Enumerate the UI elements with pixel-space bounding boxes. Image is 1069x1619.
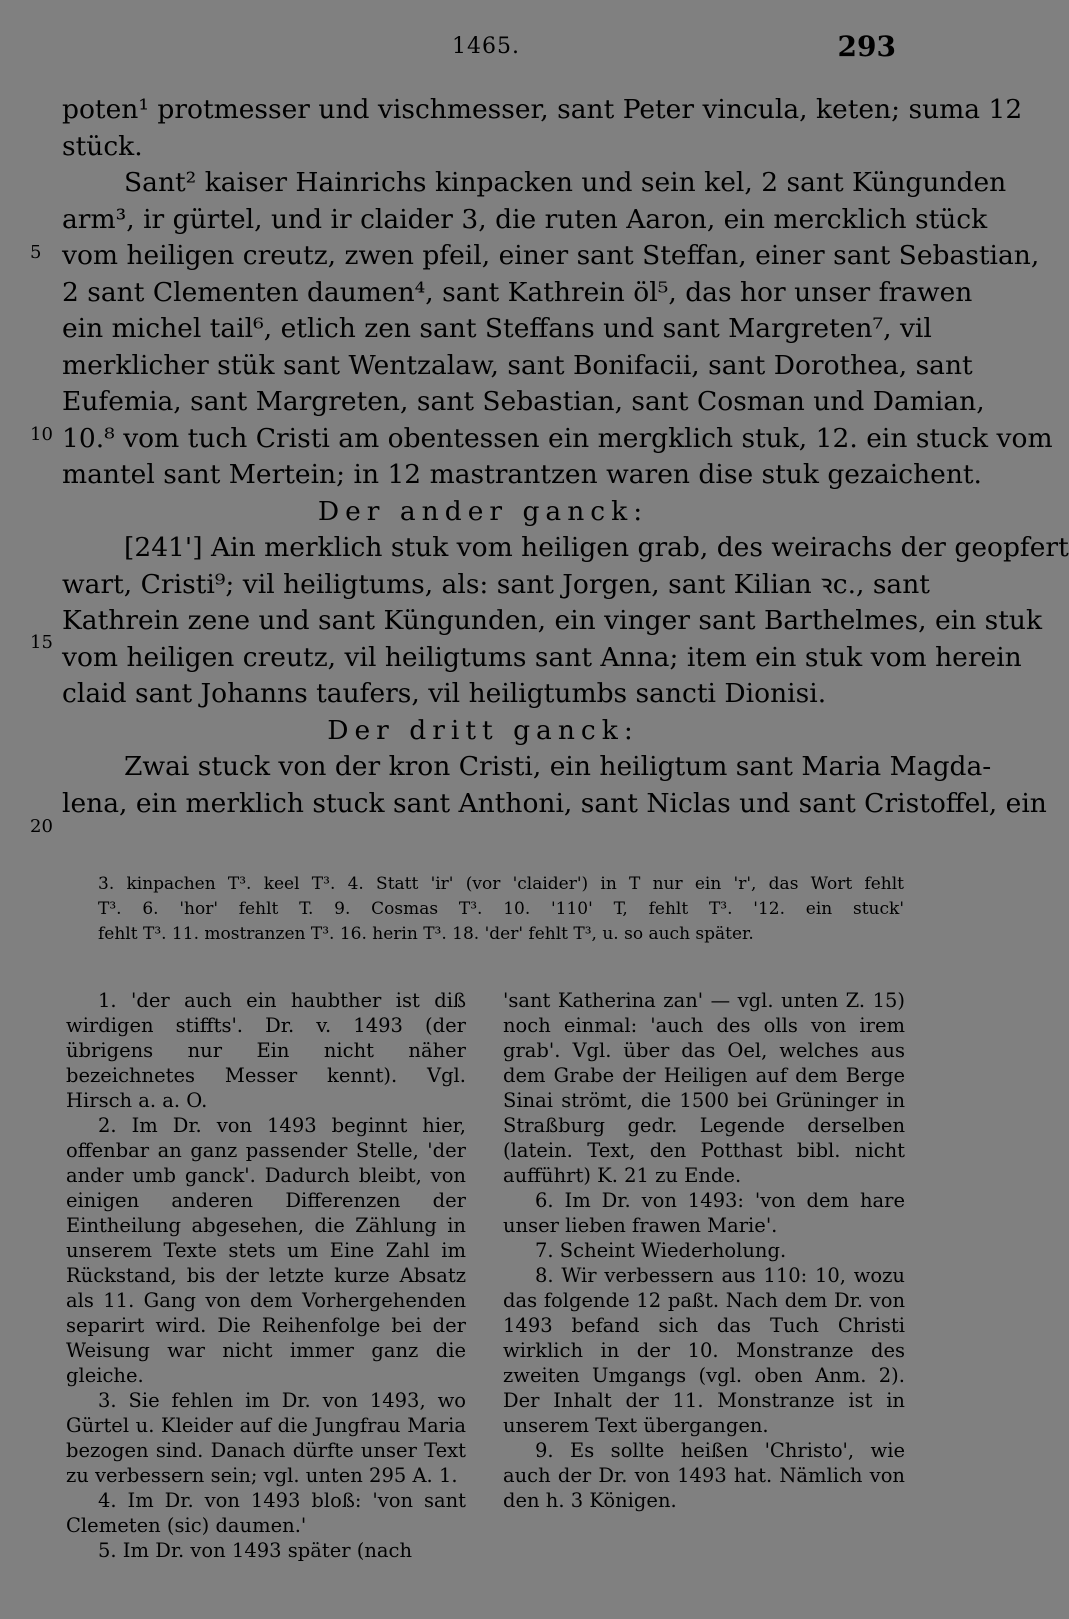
text-line: wart, Cristi⁹; vil heiligtums, als: sant Jorgen, sant Kilian ꝛc., sant	[62, 568, 930, 600]
text-line: poten¹ protmesser und vischmesser, sant Peter vincula, keten; suma 12	[62, 94, 1023, 125]
text-line: claid sant Johanns taufers, vil heiligtumbs sancti Dionisi.	[62, 678, 827, 709]
text-line: [241'] Ain merklich stuk vom heiligen grab, des weirachs der geopfert	[124, 532, 1069, 563]
footnote: 6. Im Dr. von 1493: 'von dem hare unser lieben frawen Marie'.	[503, 1189, 905, 1237]
text-line: arm³, ir gürtel, und ir claider 3, die ruten Aaron, ein mercklich stück	[62, 203, 988, 235]
text-line: mantel sant Mertein; in 12 mastrantzen waren dise stuk gezaichent.	[62, 459, 982, 490]
line-number: 5	[30, 242, 42, 263]
text-line: 2 sant Clementen daumen⁴, sant Kathrein öl⁵, das hor unser frawen	[62, 276, 973, 308]
text-line: Zwai stuck von der kron Cristi, ein heiligtum sant Maria Magda-	[124, 751, 992, 782]
page-number: 293	[837, 30, 896, 63]
section-heading: Der ander ganck:	[317, 495, 649, 527]
variant-line: 3. kinpachen T³. keel T³. 4. Statt 'ir' (vor 'claider') in T nur ein 'r', das Wort fehlt	[98, 874, 904, 894]
header-year: 1465.	[452, 34, 520, 59]
variant-readings	[98, 872, 904, 947]
footnote: 7. Scheint Wiederholung.	[535, 1239, 787, 1262]
text-line: Kathrein zene und sant Küngunden, ein vinger sant Barthelmes, ein stuk	[62, 605, 1043, 636]
text-line: Sant² kaiser Hainrichs kinpacken und sein kel, 2 sant Küngunden	[124, 167, 1007, 198]
variant-line: fehlt T³. 11. mostranzen T³. 16. herin T³. 18. 'der' fehlt T³, u. so auch später.	[98, 924, 754, 944]
footnote: 3. Sie fehlen im Dr. von 1493, wo Gürtel u. Kleider auf die Jungfrau Maria bezogen sind. Danach dürfte unser Text zu verbessern sein; vgl. unten 295 A. 1.	[66, 1389, 466, 1487]
footnotes-left-column	[66, 988, 466, 1563]
footnote: 4. Im Dr. von 1493 bloß: 'von sant Clemeten (sic) daumen.'	[66, 1489, 466, 1537]
text-line: Eufemia, sant Margreten, sant Sebastian, sant Cosman und Damian,	[62, 386, 985, 417]
footnote: 9. Es sollte heißen 'Christo', wie auch der Dr. von 1493 hat. Nämlich von den h. 3 Königen.	[503, 1439, 905, 1512]
text-line: ein michel tail⁶, etlich zen sant Steffans und sant Margreten⁷, vil	[62, 313, 932, 344]
footnote: 'sant Katherina zan' — vgl. unten Z. 15) noch einmal: 'auch des olls von irem grab'. Vgl. über das Oel, welches aus dem Grabe der Heiligen auf dem Berge Sinai strömt, die 1500 bei Grüninger in Straßburg gedr. Legende derselben (latein. Text, den Potthast bibl. nicht aufführt) K. 21 zu Ende.	[503, 989, 905, 1187]
line-number: 15	[30, 632, 53, 653]
text-line: vom heiligen creutz, zwen pfeil, einer sant Steffan, einer sant Sebastian,	[62, 240, 1040, 271]
footnote: 1. 'der auch ein haubther ist diß wirdigen stiffts'. Dr. v. 1493 (der übrigens nur Ein nicht näher bezeichnetes Messer kennt). Vgl. Hirsch a. a. O.	[66, 989, 466, 1112]
text-line: lena, ein merklich stuck sant Anthoni, sant Niclas und sant Cristoffel, ein	[62, 787, 1047, 819]
footnotes-right-column	[503, 988, 905, 1513]
text-line: vom heiligen creutz, vil heiligtums sant Anna; item ein stuk vom herein	[62, 641, 1022, 673]
footnote: 2. Im Dr. von 1493 beginnt hier, offenbar an ganz passender Stelle, 'der ander umb ganck'. Dadurch bleibt, von einigen anderen Differenzen der Eintheilung abgesehen, die Zählung in unserem Texte stets um Eine Zahl im Rückstand, bis der letzte kurze Absatz als 11. Gang von dem Vorhergehenden separirt wird. Die Reihenfolge bei der Weisung war nicht immer ganz die gleiche.	[66, 1114, 466, 1387]
line-number: 10	[30, 424, 53, 445]
line-number: 20	[30, 816, 53, 837]
footnote: 5. Im Dr. von 1493 später (nach	[98, 1539, 413, 1562]
footnote: 8. Wir verbessern aus 110: 10, wozu das folgende 12 paßt. Nach dem Dr. von 1493 befand sich das Tuch Christi wirklich in der 10. Monstranze des zweiten Umgangs (vgl. oben Anm. 2). Der Inhalt der 11. Monstranze ist in unserem Text übergangen.	[503, 1264, 905, 1437]
section-heading: Der dritt ganck:	[327, 714, 639, 746]
running-header	[0, 30, 1000, 70]
text-line: 10.⁸ vom tuch Cristi am obentessen ein mergklich stuk, 12. ein stuck vom	[62, 422, 1053, 454]
variant-line: T³. 6. 'hor' fehlt T. 9. Cosmas T³. 10. '110' T, fehlt T³. '12. ein stuck'	[98, 899, 904, 919]
text-line: stück.	[62, 130, 143, 162]
main-text	[62, 92, 1069, 822]
text-line: merklicher stük sant Wentzalaw, sant Bonifacii, sant Dorothea, sant	[62, 349, 973, 381]
